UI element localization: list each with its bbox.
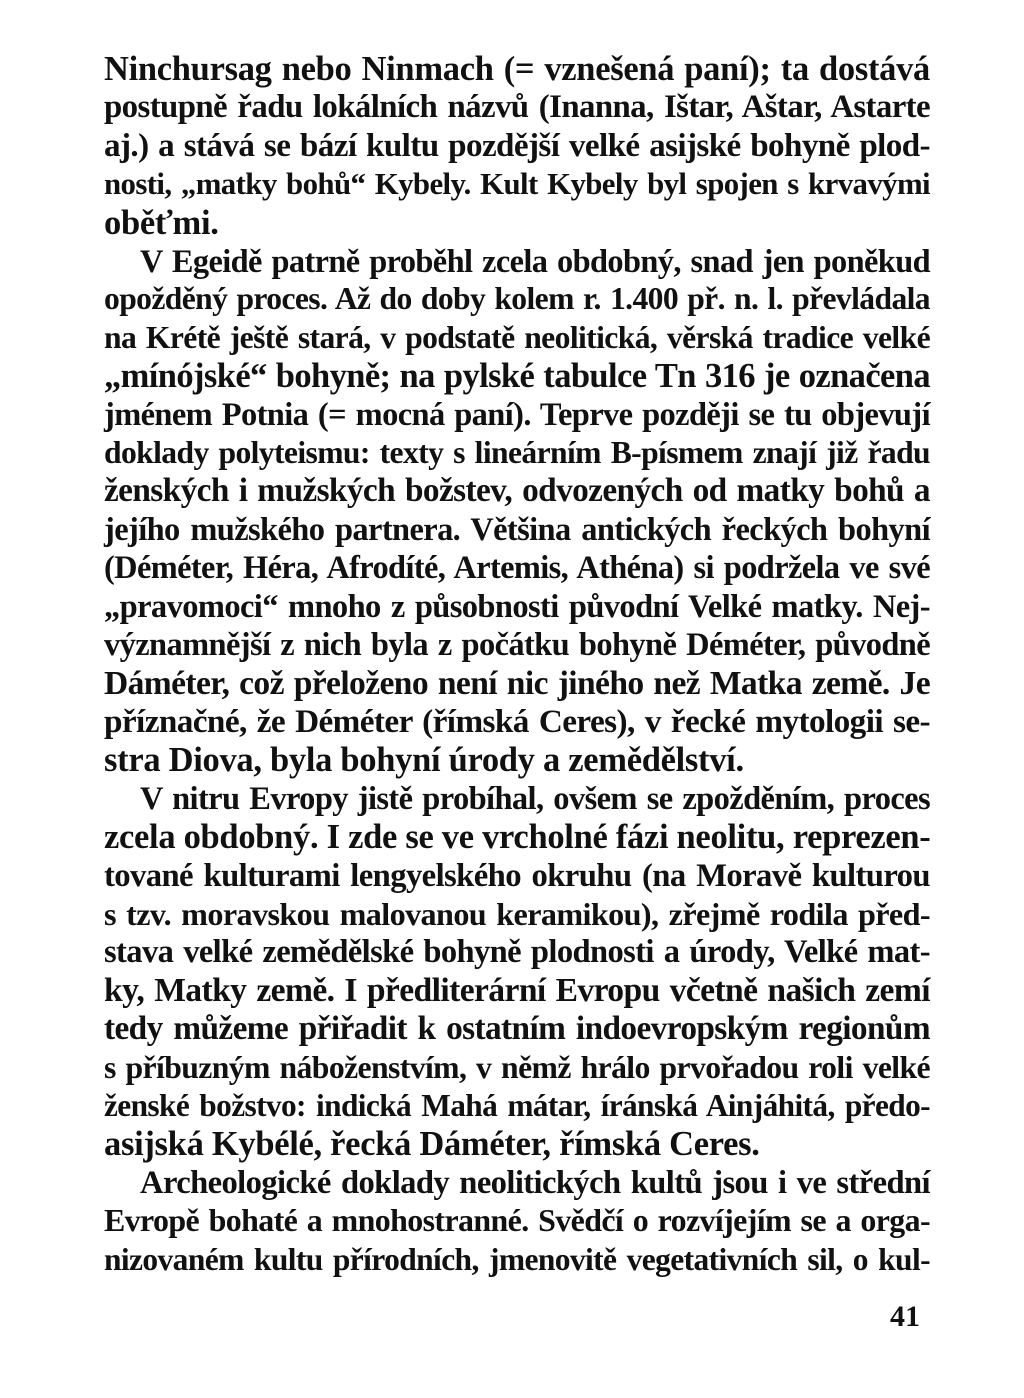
text-line: tované kulturami lengyelského okruhu (na Moravě kulturou [104, 857, 930, 894]
text-line: Archeologické doklady neolitických kultů jsou i ve střední [140, 1164, 930, 1201]
text-line: V nitru Evropy jistě probíhal, ovšem se zpožděním, proces [140, 780, 930, 817]
text-line: jménem Potnia (= mocná paní). Teprve později se tu objevují [104, 396, 930, 433]
text-line: Dáméter, což přeloženo není nic jiného než Matka země. Je [104, 664, 930, 702]
text-line: zcela obdobný. I zde se ve vrcholné fázi neolitu, reprezen- [104, 818, 931, 857]
text-line: V Egeidě patrně proběhl zcela obdobný, snad jen poněkud [140, 243, 930, 280]
text-line: stava velké zemědělské bohyně plodnosti a úrody, Velké mat- [104, 934, 930, 971]
text-line: ženských i mužských božstev, odvozených od matky bohů a [104, 472, 930, 510]
text-line: stra Diova, byla bohyní úrody a zemědělství. [104, 741, 744, 780]
text-line: oběťmi. [104, 203, 219, 242]
text-line: jejího mužského partnera. Většina antických řeckých bohyní [104, 511, 930, 548]
text-line: Evropě bohaté a mnohostranné. Svědčí o rozvíjejím se a orga- [104, 1203, 930, 1239]
text-line: „mínójské“ bohyně; na pylské tabulce Tn 316 je označena [104, 357, 930, 396]
text-line: postupně řadu lokálních názvů (Inanna, Ištar, Aštar, Astarte [104, 89, 930, 126]
text-line: asijská Kybélé, řecká Dáméter, římská Ceres. [104, 1125, 760, 1164]
text-line: ky, Matky země. I předliterární Evropu včetně našich zemí [104, 971, 930, 1009]
text-line: významnější z nich byla z počátku bohyně Déméter, původně [104, 627, 930, 664]
text-line: ženské božstvo: indická Mahá mátar, íránská Ainjáhitá, předo- [104, 1087, 930, 1123]
text-line: aj.) a stává se bází kultu pozdější velké asijské bohyně plod- [104, 126, 930, 164]
text-line: příznačné, že Déméter (římská Ceres), v řecké mytologii se- [104, 702, 930, 740]
text-line: Ninchursag nebo Ninmach (= vznešená paní); ta dostává [104, 50, 930, 88]
text-line: opožděný proces. Až do doby kolem r. 1.400 př. n. l. převládala [104, 281, 930, 317]
text-line: tedy můžeme přiřadit k ostatním indoevropským regionům [104, 1010, 930, 1048]
body-text [104, 50, 930, 1279]
paragraph-1 [104, 50, 930, 242]
text-line: s tzv. moravskou malovanou keramikou), zřejmě rodila před- [104, 895, 930, 932]
text-line: nizovaném kultu přírodních, jmenovitě vegetativních sil, o kul- [104, 1241, 930, 1277]
text-line: s příbuzným náboženstvím, v němž hrálo prvořadou roli velké [104, 1049, 930, 1085]
page-number: 41 [890, 1300, 920, 1333]
text-line: (Déméter, Héra, Afrodíté, Artemis, Athéna) si podržela ve své [104, 550, 930, 587]
paragraph-2 [104, 242, 930, 780]
paragraph-3 [104, 780, 930, 1164]
text-line: „pravomoci“ mnoho z působnosti původní Velké matky. Nej- [104, 588, 930, 625]
text-line: nosti, „matky bohů“ Kybely. Kult Kybely byl spojen s krvavými [104, 167, 930, 202]
text-line: doklady polyteismu: texty s lineárním B-písmem znají již řadu [104, 435, 930, 471]
paragraph-4 [104, 1164, 930, 1279]
text-line: na Krétě ještě stará, v podstatě neolitická, věrská tradice velké [104, 319, 930, 355]
